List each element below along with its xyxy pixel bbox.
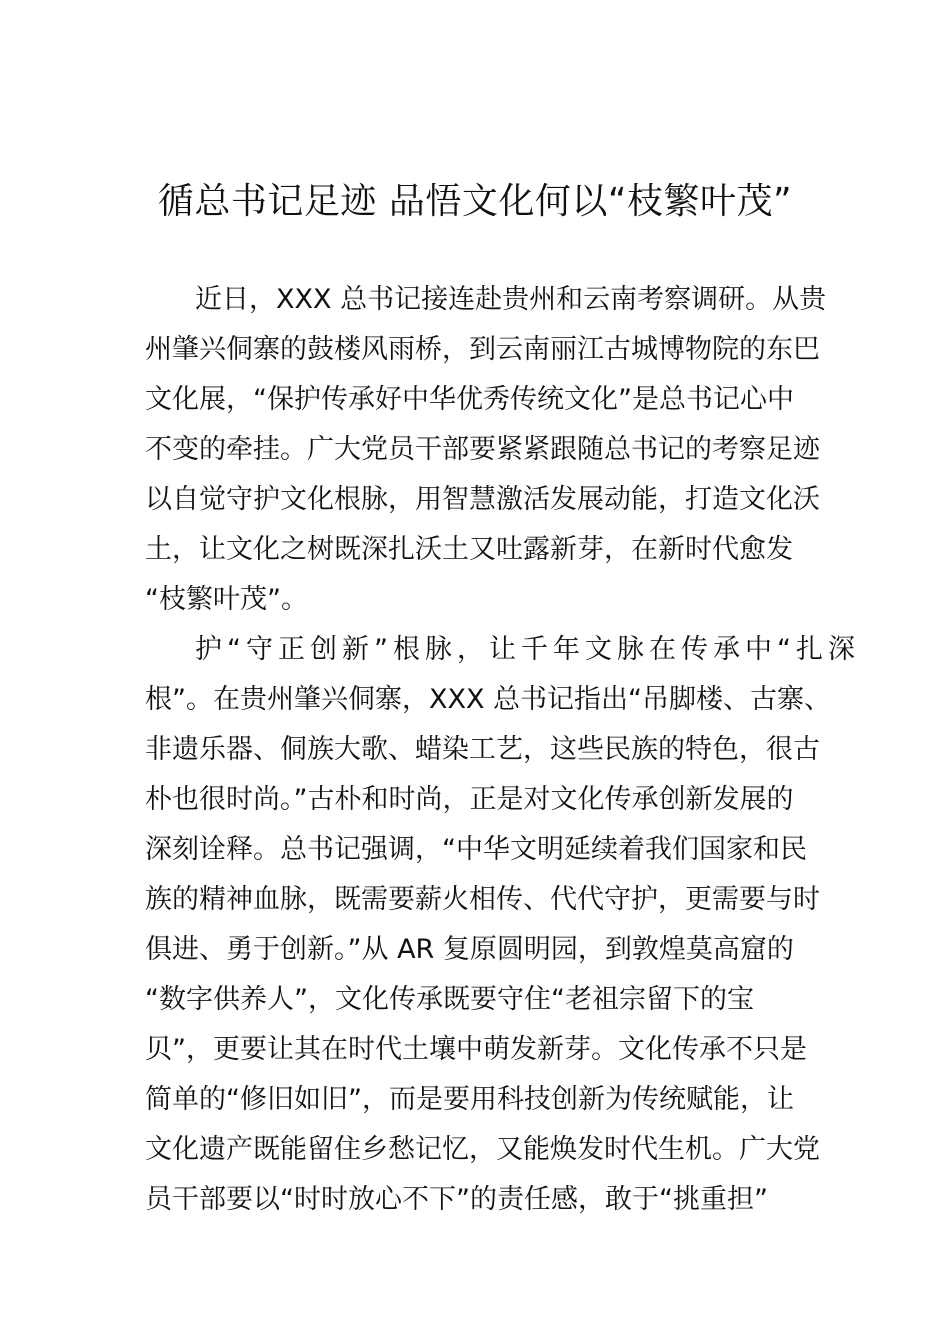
paragraph-2-line-2: 根”。在贵州肇兴侗寨，XXX 总书记指出“吊脚楼、古寨、 <box>145 684 832 715</box>
paragraph-2-line-10: 简单的“修旧如旧”，而是要用科技创新为传统赋能，让 <box>145 1084 794 1115</box>
paragraph-1-line-7: “枝繁叶茂”。 <box>145 584 308 615</box>
paragraph-1-line-3: 文化展，“保护传承好中华优秀传统文化”是总书记心中 <box>145 384 794 415</box>
paragraph-2-line-8: “数字供养人”，文化传承既要守住“老祖宗留下的宝 <box>145 984 754 1015</box>
paragraph-2-line-7: 俱进、勇于创新。”从 AR 复原圆明园，到敦煌莫高窟的 <box>145 934 794 965</box>
paragraph-1-line-6: 土，让文化之树既深扎沃土又吐露新芽，在新时代愈发 <box>145 534 793 565</box>
paragraph-1-line-2: 州肇兴侗寨的鼓楼风雨桥，到云南丽江古城博物院的东巴 <box>145 334 820 365</box>
paragraph-2-line-3: 非遗乐器、侗族大歌、蜡染工艺，这些民族的特色，很古 <box>145 734 820 765</box>
paragraph-2-line-4: 朴也很时尚。”古朴和时尚，正是对文化传承创新发展的 <box>145 784 794 815</box>
paragraph-1-line-1: 近日，XXX 总书记接连赴贵州和云南考察调研。从贵 <box>195 284 827 315</box>
paragraph-1-line-4: 不变的牵挂。广大党员干部要紧紧跟随总书记的考察足迹 <box>145 434 820 465</box>
document-title: 循总书记足迹 品悟文化何以“枝繁叶茂” <box>157 181 793 222</box>
paragraph-2-line-6: 族的精神血脉，既需要薪火相传、代代守护，更需要与时 <box>145 884 820 915</box>
paragraph-1-line-5: 以自觉守护文化根脉，用智慧激活发展动能，打造文化沃 <box>145 484 820 515</box>
paragraph-2-line-11: 文化遗产既能留住乡愁记忆，又能焕发时代生机。广大党 <box>145 1134 820 1165</box>
paragraph-2-line-5: 深刻诠释。总书记强调，“中华文明延续着我们国家和民 <box>145 834 807 865</box>
paragraph-2-line-9: 贝”，更要让其在时代土壤中萌发新芽。文化传承不只是 <box>145 1034 807 1065</box>
paragraph-2-line-1: 护“守正创新”根脉，让千年文脉在传承中“扎深 <box>195 634 860 665</box>
paragraph-2-line-12: 员干部要以“时时放心不下”的责任感，敢于“挑重担” <box>145 1184 768 1215</box>
